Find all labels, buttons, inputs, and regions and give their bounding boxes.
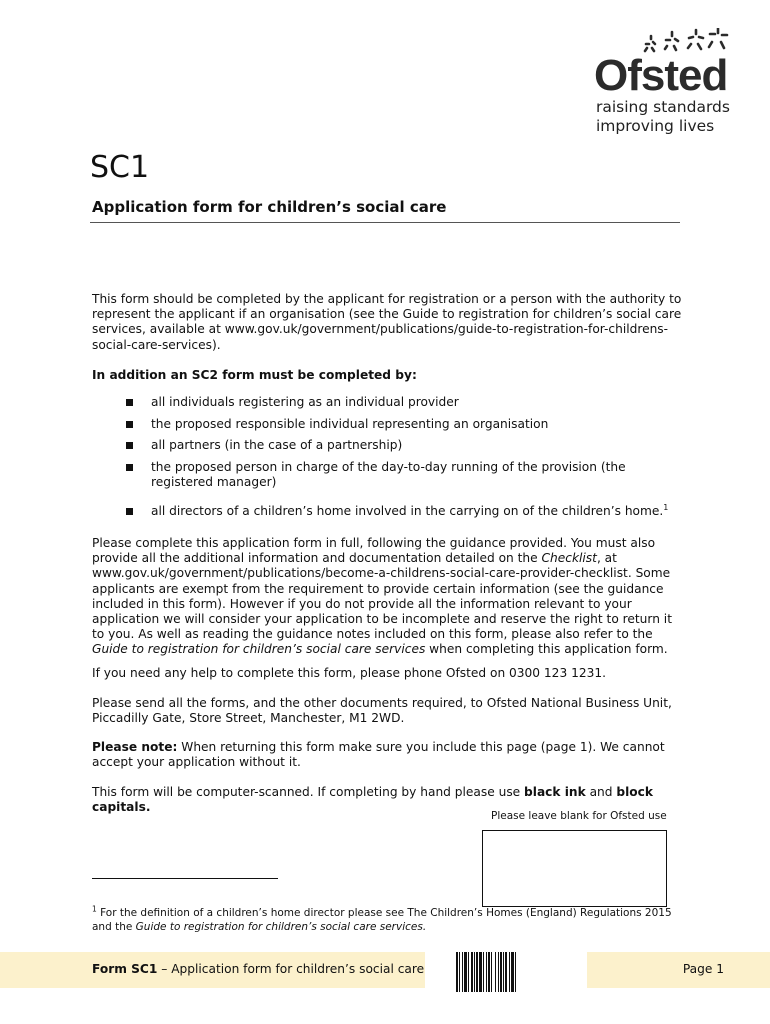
send-address-paragraph: Please send all the forms, and the other documents required, to Ofsted National Business Unit, Piccadilly Gate, Store Street, Manchester, M1 2WD. xyxy=(92,696,672,726)
scan-paragraph: This form will be computer-scanned. If completing by hand please use black ink and block capitals. xyxy=(92,785,654,815)
footer-form-label: Form SC1 xyxy=(92,962,158,976)
footnote-divider xyxy=(92,878,278,879)
bullet-icon xyxy=(126,464,133,471)
list-item: all individuals registering as an individual provider xyxy=(120,395,680,410)
sc2-requirements-list xyxy=(120,395,680,525)
barcode-bar xyxy=(471,952,473,992)
note-paragraph: Please note: When returning this form make sure you include this page (page 1). We cannot accept your application without it. xyxy=(92,740,665,770)
footer-form-title: Form SC1 – Application form for children’s social care xyxy=(92,962,425,976)
office-use-label: Please leave blank for Ofsted use xyxy=(491,810,667,822)
logo-tagline-1: raising standards xyxy=(596,98,730,116)
barcode-bar xyxy=(459,952,460,992)
barcode-bar xyxy=(488,952,490,992)
office-use-box xyxy=(482,830,667,907)
list-item: the proposed responsible individual representing an organisation xyxy=(120,417,680,432)
barcode-bar xyxy=(498,952,499,992)
checklist-reference: Checklist xyxy=(541,551,597,566)
title-divider xyxy=(90,222,680,223)
barcode-bar xyxy=(479,952,482,992)
logo-tagline-2: improving lives xyxy=(596,117,715,135)
bullet-icon xyxy=(126,399,133,406)
footer-left-band xyxy=(0,952,425,988)
footer-right-band xyxy=(587,952,770,988)
note-label: Please note: xyxy=(92,740,178,754)
bullet-icon xyxy=(126,421,133,428)
bullet-icon xyxy=(126,508,133,515)
page-footer xyxy=(0,952,770,988)
list-item: all partners (in the case of a partnership) xyxy=(120,438,680,453)
footnote-guide-reference: Guide to registration for children’s social care services. xyxy=(135,921,427,933)
barcode-bar xyxy=(515,952,516,992)
guide-reference: Guide to registration for children’s social care services xyxy=(92,642,426,657)
page-number: Page 1 xyxy=(682,962,724,976)
form-subtitle: Application form for children’s social care xyxy=(92,198,447,216)
barcode-bar xyxy=(509,952,510,992)
bullet-icon xyxy=(126,442,133,449)
barcode-bar xyxy=(500,952,502,992)
barcode-bar xyxy=(462,952,463,992)
barcode-bar xyxy=(495,952,496,992)
barcode-bar xyxy=(456,952,458,992)
barcode-bar xyxy=(476,952,478,992)
barcode-icon xyxy=(455,952,557,992)
barcode-bar xyxy=(505,952,507,992)
sc2-heading: In addition an SC2 form must be completed by: xyxy=(92,368,417,382)
form-code: SC1 xyxy=(90,150,150,185)
barcode-bar xyxy=(503,952,504,992)
logo-wordmark: Ofsted xyxy=(594,51,728,100)
barcode-bar xyxy=(486,952,487,992)
footnote-marker: 1 xyxy=(92,904,97,914)
intro-paragraph: This form should be completed by the applicant for registration or a person with the authority to represent the applicant if an organisation (see the Guide to registration for children’s social care services, available at www.gov.uk/government/publications/guide-to-registration-for-childrens-social-care-services). xyxy=(92,292,682,352)
barcode-bar xyxy=(491,952,492,992)
black-ink-emphasis: black ink xyxy=(524,785,586,799)
help-paragraph: If you need any help to complete this form, please phone Ofsted on 0300 123 1231. xyxy=(92,666,606,680)
barcode-bar xyxy=(511,952,514,992)
barcode-bar xyxy=(483,952,484,992)
barcode-bar xyxy=(464,952,467,992)
logo-tagline xyxy=(596,98,730,136)
barcode-bar xyxy=(474,952,475,992)
list-item: all directors of a children’s home involved in the carrying on of the children’s home.$^1$ xyxy=(120,504,680,519)
list-item: the proposed person in charge of the day-to-day running of the provision (the registered manager) xyxy=(120,460,680,490)
footnote: $^1$ For the definition of a children’s home director please see The Children’s Homes (England) Regulations 2015 and the Guide to registration for children’s social care services. xyxy=(92,904,672,933)
block-capitals-emphasis: block capitals. xyxy=(92,785,654,815)
barcode-bar xyxy=(468,952,469,992)
footnote-ref: 1 xyxy=(663,502,669,512)
completion-paragraph: Please complete this application form in full, following the guidance provided. You must also provide all the additional information and documentation detailed on the Checklist, at www.gov.uk/government/publications/become-a-childrens-social-care-provider-checklist. Some applicants are exempt from the requirement to provide certain information (see the guidance included in this form). However if you do not provide all the information relevant to your application we will consider your application to be incomplete and reserve the right to return it to you. As well as reading the guidance notes included on this form, please also refer to the Guide to registration for children’s social care services when completing this application form. xyxy=(92,536,672,657)
